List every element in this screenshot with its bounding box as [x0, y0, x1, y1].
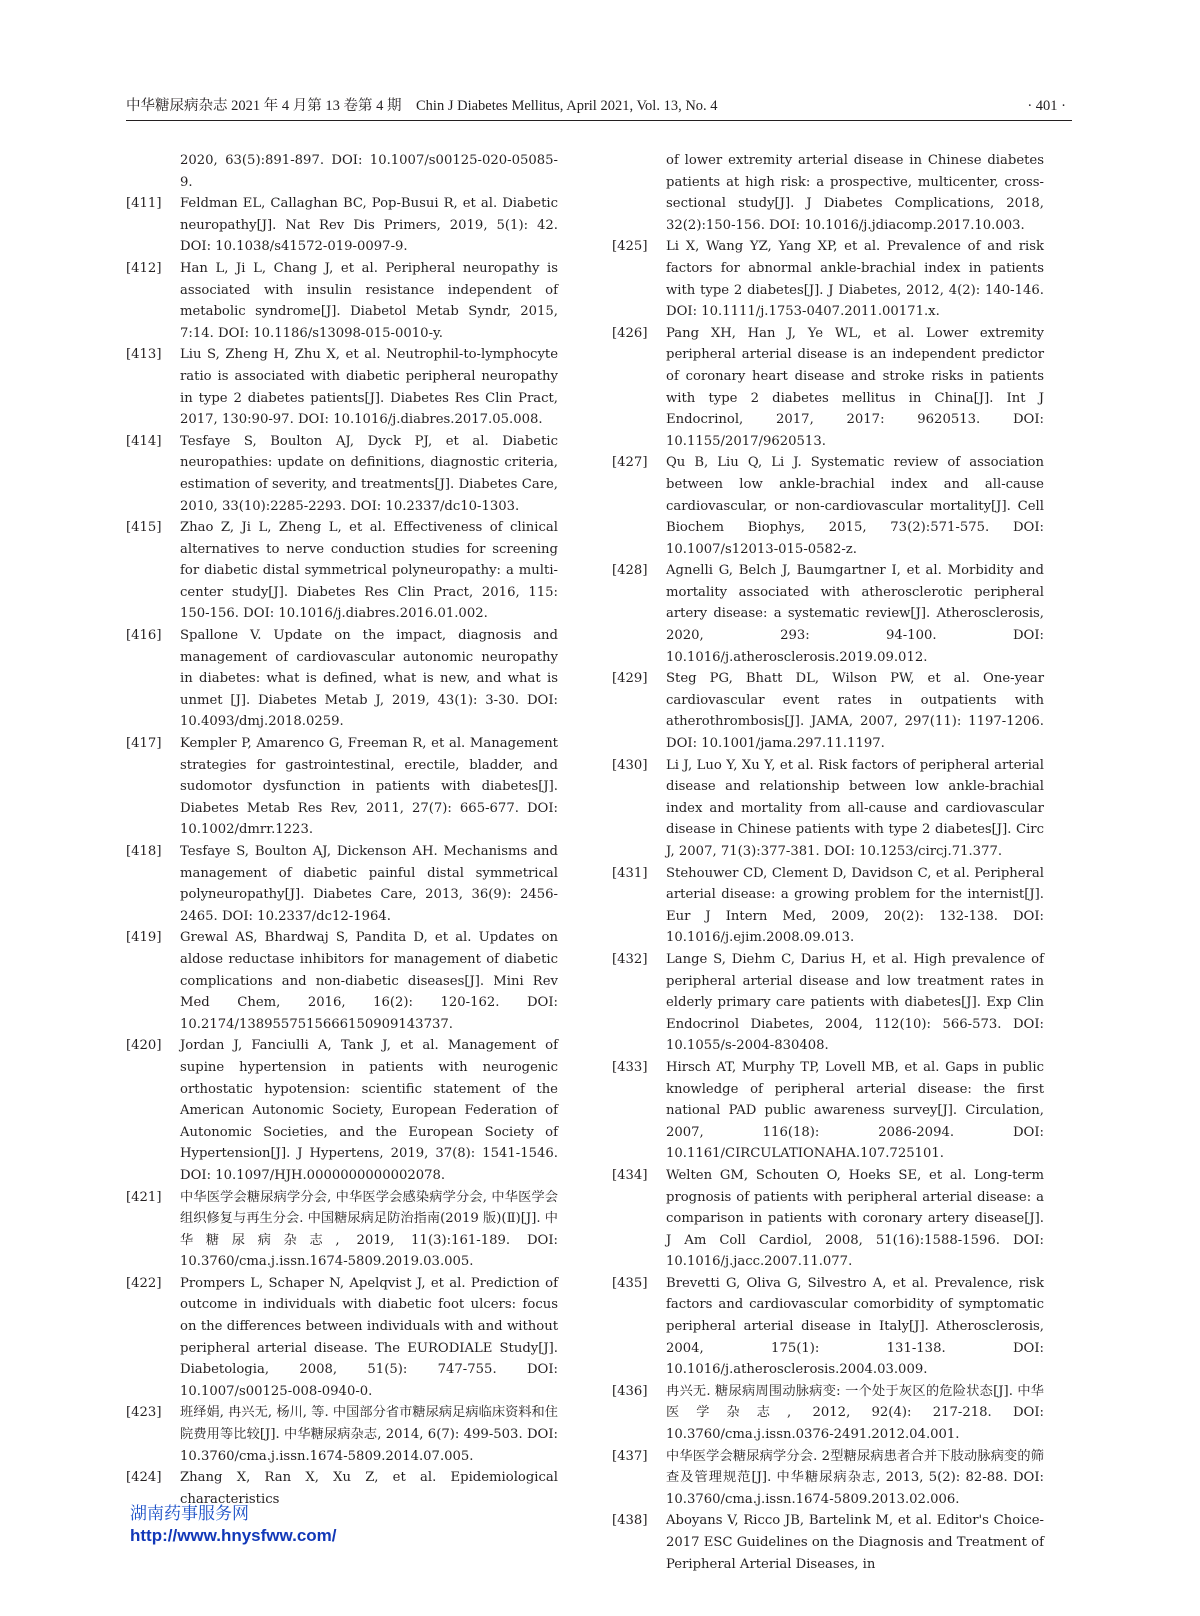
reference-item	[126, 733, 558, 841]
reference-number: [434]	[612, 1167, 648, 1183]
reference-item	[612, 236, 1044, 322]
reference-item	[612, 452, 1044, 560]
reference-text: Zhang X, Ran X, Xu Z, et al. Epidemiological characteristics	[180, 1470, 558, 1507]
reference-item	[126, 1035, 558, 1186]
reference-text: of lower extremity arterial disease in Chinese diabetes patients at high risk: a prospective, multicenter, cross-sectional study[J]. J Diabetes Complications, 2018, 32(2):150-156. DOI: 10.1016/j.jdiacomp.2017.10.003.	[666, 153, 1044, 233]
reference-number: [426]	[612, 325, 648, 341]
reference-text: Feldman EL, Callaghan BC, Pop-Busui R, et al. Diabetic neuropathy[J]. Nat Rev Dis Primers, 2019, 5(1): 42. DOI: 10.1038/s41572-019-0097-9.	[180, 196, 558, 255]
reference-number: [432]	[612, 951, 648, 967]
reference-number: [436]	[612, 1383, 648, 1399]
reference-text: Qu B, Liu Q, Li J. Systematic review of association between low ankle-brachial index and all-cause cardiovascular, or non-cardiovascular mortality[J]. Cell Biochem Biophys, 2015, 73(2):571-575. DOI: 10.1007/s12013-015-0582-z.	[666, 455, 1044, 557]
reference-text: Jordan J, Fanciulli A, Tank J, et al. Management of supine hypertension in patients with neurogenic orthostatic hypotension: scientific statement of the American Autonomic Society, European Federation of Autonomic Societies, and the European Society of Hypertension[J]. J Hypertens, 2019, 37(8): 1541-1546. DOI: 10.1097/HJH.0000000000002078.	[180, 1038, 558, 1183]
reference-text: Liu S, Zheng H, Zhu X, et al. Neutrophil-to-lymphocyte ratio is associated with diabetic peripheral neuropathy in type 2 diabetes patients[J]. Diabetes Res Clin Pract, 2017, 130:90-97. DOI: 10.1016/j.diabres.2017.05.008.	[180, 347, 558, 428]
reference-item	[126, 927, 558, 1035]
reference-item	[126, 344, 558, 430]
reference-text: Zhao Z, Ji L, Zheng L, et al. Effectiveness of clinical alternatives to nerve conduction studies for screening for diabetic distal symmetrical polyneuropathy: a multi-center study[J]. Diabetes Res Clin Pract, 2016, 115: 150-156. DOI: 10.1016/j.diabres.2016.01.002.	[180, 520, 558, 622]
running-header	[126, 98, 1072, 121]
reference-text: Li X, Wang YZ, Yang XP, et al. Prevalence of and risk factors for abnormal ankle-brachial index in patients with type 2 diabetes[J]. J Diabetes, 2012, 4(2): 140-146. DOI: 10.1111/j.1753-0407.2011.00171.x.	[666, 239, 1044, 320]
reference-item	[612, 1165, 1044, 1273]
reference-list	[612, 236, 1044, 1575]
reference-text: Han L, Ji L, Chang J, et al. Peripheral neuropathy is associated with insulin resistance independent of metabolic syndrome[J]. Diabetol Metab Syndr, 2015, 7:14. DOI: 10.1186/s13098-015-0010-y.	[180, 260, 558, 341]
reference-item	[612, 323, 1044, 453]
reference-number: [413]	[126, 347, 162, 363]
reference-number: [419]	[126, 930, 162, 946]
reference-text: Tesfaye S, Boulton AJ, Dickenson AH. Mechanisms and management of diabetic painful distal symmetrical polyneuropathy[J]. Diabetes Care, 2013, 36(9): 2456-2465. DOI: 10.2337/dc12-1964.	[180, 844, 558, 924]
reference-text: Prompers L, Schaper N, Apelqvist J, et al. Prediction of outcome in individuals with diabetic foot ulcers: focus on the differences between individuals with and without peripheral arterial disease. The EURODIALE Study[J]. Diabetologia, 2008, 51(5): 747-755. DOI: 10.1007/s00125-008-0940-0.	[180, 1275, 558, 1399]
reference-text: Tesfaye S, Boulton AJ, Dyck PJ, et al. Diabetic neuropathies: update on definitions, diagnostic criteria, estimation of severity, and treatments[J]. Diabetes Care, 2010, 33(10):2285-2293. DOI: 10.2337/dc10-1303.	[180, 433, 558, 514]
reference-text: 冉兴无. 糖尿病周围动脉病变: 一个处于灰区的危险状态[J]. 中华医学杂志, 2012, 92(4): 217-218. DOI: 10.3760/cma.j.issn.0376-2491.2012.04.001.	[666, 1383, 1044, 1443]
reference-number: [417]	[126, 736, 162, 752]
site-name: 湖南药事服务网	[130, 1504, 249, 1524]
reference-text: Pang XH, Han J, Ye WL, et al. Lower extremity peripheral arterial disease is an independent predictor of coronary heart disease and stroke risks in patients with type 2 diabetes mellitus in China[J]. Int J Endocrinol, 2017, 2017: 9620513. DOI: 10.1155/2017/9620513.	[666, 325, 1044, 449]
reference-item	[612, 668, 1044, 754]
reference-number: [416]	[126, 628, 162, 644]
reference-item	[612, 863, 1044, 949]
reference-text: 班绎娟, 冉兴无, 杨川, 等. 中国部分省市糖尿病足病临床资料和住院费用等比较[J]. 中华糖尿病杂志, 2014, 6(7): 499-503. DOI: 10.3760/cma.j.issn.1674-5809.2014.07.005.	[180, 1405, 558, 1464]
watermark-footer	[130, 1503, 337, 1547]
reference-number: [431]	[612, 865, 648, 881]
reference-number: [414]	[126, 433, 162, 449]
reference-text: Aboyans V, Ricco JB, Bartelink M, et al. Editor's Choice-2017 ESC Guidelines on the Diagnosis and Treatment of Peripheral Arterial Diseases, in	[666, 1513, 1044, 1572]
reference-text: Agnelli G, Belch J, Baumgartner I, et al. Morbidity and mortality associated with atherosclerotic peripheral artery disease: a systematic review[J]. Atherosclerosis, 2020, 293: 94-100. DOI: 10.1016/j.atherosclerosis.2019.09.012.	[666, 563, 1044, 665]
reference-number: [412]	[126, 260, 162, 276]
reference-text: Kempler P, Amarenco G, Freeman R, et al. Management strategies for gastrointestinal, erectile, bladder, and sudomotor dysfunction in patients with diabetes[J]. Diabetes Metab Res Rev, 2011, 27(7): 665-677. DOI: 10.1002/dmrr.1223.	[180, 736, 558, 838]
reference-text: Lange S, Diehm C, Darius H, et al. High prevalence of peripheral arterial disease and low treatment rates in elderly primary care patients with diabetes[J]. Exp Clin Endocrinol Diabetes, 2004, 112(10): 566-573. DOI: 10.1055/s-2004-830408.	[666, 951, 1044, 1054]
reference-item	[612, 1057, 1044, 1165]
reference-item	[126, 625, 558, 733]
reference-item	[126, 1273, 558, 1403]
reference-item	[126, 193, 558, 258]
reference-item	[612, 755, 1044, 863]
reference-number: [433]	[612, 1059, 648, 1075]
reference-number: [424]	[126, 1470, 162, 1486]
reference-number: [411]	[126, 196, 162, 212]
reference-item	[126, 258, 558, 344]
reference-text: 中华医学会糖尿病学分会, 中华医学会感染病学分会, 中华医学会组织修复与再生分会. 中国糖尿病足防治指南(2019 版)(Ⅱ)[J]. 中华糖尿病杂志, 2019, 11(3):161-189. DOI: 10.3760/cma.j.issn.1674-5809.2019.03.005.	[180, 1189, 558, 1270]
reference-text: 2020, 63(5):891-897. DOI: 10.1007/s00125-020-05085-9.	[180, 153, 558, 190]
page-number: · 401 ·	[1027, 98, 1066, 114]
reference-number: [425]	[612, 239, 648, 255]
reference-continuation	[126, 150, 558, 193]
reference-number: [423]	[126, 1405, 162, 1421]
reference-number: [430]	[612, 757, 648, 773]
reference-item	[612, 1273, 1044, 1381]
reference-text: Brevetti G, Oliva G, Silvestro A, et al. Prevalence, risk factors and cardiovascular comorbidity of symptomatic peripheral arterial disease in Italy[J]. Atherosclerosis, 2004, 175(1): 131-138. DOI: 10.1016/j.atherosclerosis.2004.03.009.	[666, 1275, 1044, 1378]
reference-text: 中华医学会糖尿病学分会. 2型糖尿病患者合并下肢动脉病变的筛查及管理规范[J]. 中华糖尿病杂志, 2013, 5(2): 82-88. DOI: 10.3760/cma.j.issn.1674-5809.2013.02.006.	[666, 1448, 1044, 1507]
site-url-link[interactable]: http://www.hnysfww.com/	[130, 1526, 337, 1545]
reference-number: [427]	[612, 455, 648, 471]
reference-number: [428]	[612, 563, 648, 579]
reference-number: [415]	[126, 520, 162, 536]
reference-number: [438]	[612, 1513, 648, 1529]
left-column	[126, 150, 558, 1510]
reference-continuation	[612, 150, 1044, 236]
reference-text: Steg PG, Bhatt DL, Wilson PW, et al. One-year cardiovascular event rates in outpatients with atherothrombosis[J]. JAMA, 2007, 297(11): 1197-1206. DOI: 10.1001/jama.297.11.1197.	[666, 671, 1044, 752]
reference-text: Grewal AS, Bhardwaj S, Pandita D, et al. Updates on aldose reductase inhibitors for management of diabetic complications and non-diabetic diseases[J]. Mini Rev Med Chem, 2016, 16(2): 120-162. DOI: 10.2174/1389557515666150909143737.	[180, 930, 558, 1032]
reference-number: [420]	[126, 1038, 162, 1054]
reference-item	[612, 1381, 1044, 1446]
reference-number: [435]	[612, 1275, 648, 1291]
reference-item	[612, 1510, 1044, 1575]
reference-item	[126, 1402, 558, 1467]
reference-item	[612, 1446, 1044, 1511]
reference-text: Li J, Luo Y, Xu Y, et al. Risk factors of peripheral arterial disease and relationship between low ankle-brachial index and mortality from all-cause and cardiovascular disease in Chinese patients with type 2 diabetes[J]. Circ J, 2007, 71(3):377-381. DOI: 10.1253/circj.71.377.	[666, 757, 1044, 859]
reference-number: [418]	[126, 844, 162, 859]
reference-item	[126, 431, 558, 517]
right-column	[612, 150, 1044, 1575]
reference-list	[126, 193, 558, 1510]
reference-number: [421]	[126, 1189, 162, 1205]
reference-number: [437]	[612, 1448, 648, 1464]
reference-item	[612, 560, 1044, 668]
reference-text: Stehouwer CD, Clement D, Davidson C, et al. Peripheral arterial disease: a growing problem for the internist[J]. Eur J Intern Med, 2009, 20(2): 132-138. DOI: 10.1016/j.ejim.2008.09.013.	[666, 865, 1044, 946]
reference-text: Welten GM, Schouten O, Hoeks SE, et al. Long-term prognosis of patients with peripheral arterial disease: a comparison in patients with coronary artery disease[J]. J Am Coll Cardiol, 2008, 51(16):1588-1596. DOI: 10.1016/j.jacc.2007.11.077.	[666, 1167, 1044, 1270]
reference-item	[126, 1187, 558, 1273]
reference-item	[612, 949, 1044, 1057]
reference-text: Hirsch AT, Murphy TP, Lovell MB, et al. Gaps in public knowledge of peripheral arterial disease: the first national PAD public awareness survey[J]. Circulation, 2007, 116(18): 2086-2094. DOI: 10.1161/CIRCULATIONAHA.107.725101.	[666, 1059, 1044, 1162]
reference-number: [429]	[612, 671, 648, 687]
reference-text: Spallone V. Update on the impact, diagnosis and management of cardiovascular autonomic neuropathy in diabetes: what is defined, what is new, and what is unmet [J]. Diabetes Metab J, 2019, 43(1): 3-30. DOI: 10.4093/dmj.2018.0259.	[180, 628, 558, 730]
reference-item	[126, 841, 558, 927]
reference-item	[126, 517, 558, 625]
journal-citation: 中华糖尿病杂志 2021 年 4 月第 13 卷第 4 期 Chin J Diabetes Mellitus, April 2021, Vol. 13, No. 4	[126, 98, 718, 114]
reference-number: [422]	[126, 1275, 162, 1291]
